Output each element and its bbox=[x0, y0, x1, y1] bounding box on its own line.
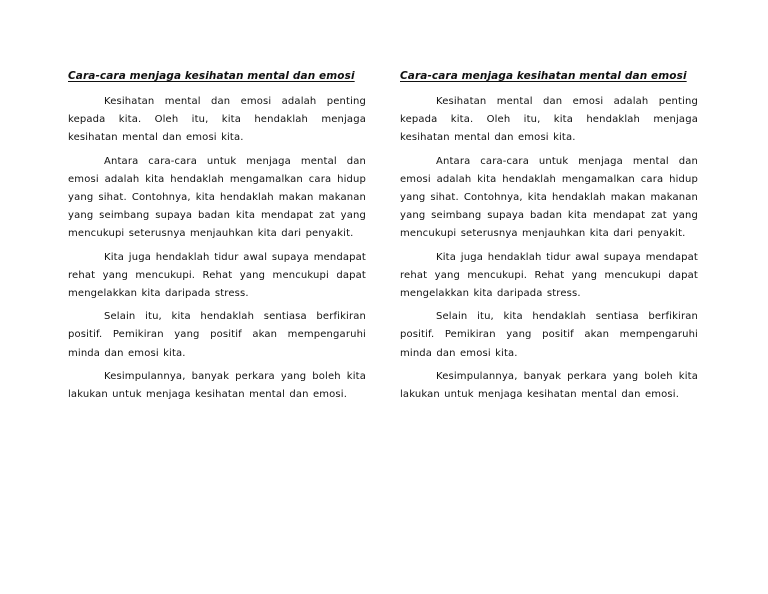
paragraph-healthy-lifestyle: Antara cara-cara untuk menjaga mental dan emosi adalah kita hendaklah mengamalkan cara hidup yang sihat. Contohnya, kita hendaklah makan makanan yang seimbang supaya badan kita mendapat zat yang mencukupi seterusnya menjauhkan kita dari penyakit. bbox=[68, 155, 366, 240]
paragraph-intro: Kesihatan mental dan emosi adalah penting kepada kita. Oleh itu, kita hendaklah menjaga kesihatan mental dan emosi kita. bbox=[400, 96, 698, 144]
column-title: Cara-cara menjaga kesihatan mental dan emosi bbox=[68, 70, 355, 82]
left-column bbox=[68, 70, 366, 409]
column-title: Cara-cara menjaga kesihatan mental dan emosi bbox=[400, 70, 687, 82]
paragraph-positive-thinking: Selain itu, kita hendaklah sentiasa berfikiran positif. Pemikiran yang positif akan mempengaruhi minda dan emosi kita. bbox=[68, 311, 366, 359]
paragraph-positive-thinking: Selain itu, kita hendaklah sentiasa berfikiran positif. Pemikiran yang positif akan mempengaruhi minda dan emosi kita. bbox=[400, 311, 698, 359]
paragraph-conclusion: Kesimpulannya, banyak perkara yang boleh kita lakukan untuk menjaga kesihatan mental dan emosi. bbox=[68, 370, 366, 401]
right-column bbox=[400, 70, 698, 409]
paragraph-sleep: Kita juga hendaklah tidur awal supaya mendapat rehat yang mencukupi. Rehat yang mencukupi dapat mengelakkan kita daripada stress. bbox=[68, 251, 366, 300]
paragraph-healthy-lifestyle: Antara cara-cara untuk menjaga mental dan emosi adalah kita hendaklah mengamalkan cara hidup yang sihat. Contohnya, kita hendaklah makan makanan yang seimbang supaya badan kita mendapat zat yang mencukupi seterusnya menjauhkan kita dari penyakit. bbox=[400, 155, 698, 240]
paragraph-sleep: Kita juga hendaklah tidur awal supaya mendapat rehat yang mencukupi. Rehat yang mencukupi dapat mengelakkan kita daripada stress. bbox=[400, 251, 698, 300]
paragraph-intro: Kesihatan mental dan emosi adalah penting kepada kita. Oleh itu, kita hendaklah menjaga kesihatan mental dan emosi kita. bbox=[68, 96, 366, 144]
paragraph-conclusion: Kesimpulannya, banyak perkara yang boleh kita lakukan untuk menjaga kesihatan mental dan emosi. bbox=[400, 370, 698, 401]
